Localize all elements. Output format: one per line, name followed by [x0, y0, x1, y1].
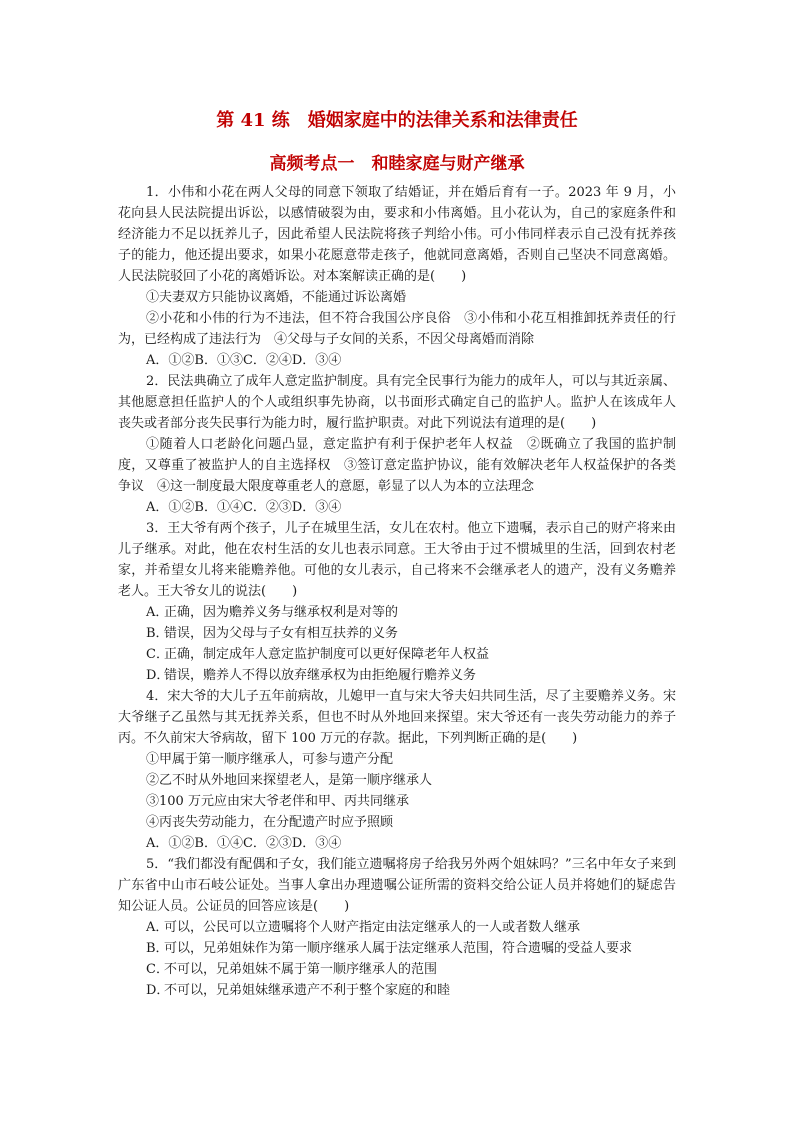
question-4-statement: ④丙丧失劳动能力，在分配遗产时应予照顾: [146, 815, 394, 830]
question-2-statement: ①随着人口老龄化问题凸显，意定监护有利于保护老年人权益 ②既确立了我国的监护制度，又尊重了被监护人的自主选择权 ③签订意定监护协议，能有效解决老年人权益保护的各类争议 ④这一制度最大限度尊重老人的意愿，彰显了以人为本的立法理念: [118, 437, 676, 494]
option-text: 错误，赡养人不得以放弃继承权为由拒绝履行赡养义务: [164, 668, 477, 683]
option-label: B．: [146, 941, 169, 956]
question-5-option: [118, 980, 676, 1001]
question-4-statement: ②乙不时从外地回来探望老人，是第一顺序继承人: [146, 773, 433, 788]
option-label: A．: [146, 605, 169, 620]
question-4-stem: 4．宋大爷的大儿子五年前病故，儿媳甲一直与宋大爷夫妇共同生活，尽了主要赡养义务。宋大爷继子乙虽然与其无抚养关系，但也不时从外地回来探望。宋大爷还有一丧失劳动能力的养子丙。不久前宋大爷病故，留下 100 万元的存款。据此，下列判断正确的是( ): [118, 689, 676, 746]
question-2-stem: 2．民法典确立了成年人意定监护制度。具有完全民事行为能力的成年人，可以与其近亲属、其他愿意担任监护人的个人或组织事先协商，以书面形式确定自己的监护人。监护人在该成年人丧失或者部分丧失民事行为能力时，履行监护职责。对此下列说法有道理的是( ): [118, 374, 676, 431]
section-heading: 高频考点一 和睦家庭与财产继承: [269, 154, 525, 174]
question-3-stem: 3．王大爷有两个孩子，儿子在城里生活，女儿在农村。他立下遗嘱，表示自己的财产将来由儿子继承。对此，他在农村生活的女儿也表示同意。王大爷由于过不惯城里的生活，回到农村老家，并希望女儿将来能赡养他。可他的女儿表示，自己将来不会继承老人的遗产，没有义务赡养老人。王大爷女儿的说法( ): [118, 521, 676, 599]
page-title: 第 41 练 婚姻家庭中的法律关系和法律责任: [216, 110, 578, 131]
question-2-choices: A．①②B．①④C．②③D．③④: [146, 500, 342, 515]
question-3-option: [118, 602, 676, 623]
option-text: 错误，因为父母与子女有相互扶养的义务: [164, 626, 399, 641]
option-label: B．: [146, 626, 169, 641]
question-5-option: [118, 959, 676, 980]
question-5-option: [118, 917, 676, 938]
question-4-statement: ①甲属于第一顺序继承人，可参与遗产分配: [146, 752, 394, 767]
option-label: A．: [146, 920, 169, 935]
question-1-choices: A．①②B．①③C．②④D．③④: [146, 353, 342, 368]
option-text: 不可以，兄弟姐妹不属于第一顺序继承人的范围: [164, 962, 438, 977]
option-label: C．: [146, 647, 169, 662]
question-3-option: [118, 644, 676, 665]
option-label: C．: [146, 962, 169, 977]
question-1-statement: ②小花和小伟的行为不违法，但不符合我国公序良俗 ③小伟和小花互相推卸抚养责任的行为，已经构成了违法行为 ④父母与子女间的关系，不因父母离婚而消除: [118, 311, 676, 347]
option-label: D．: [146, 983, 170, 998]
question-4-choices: A．①②B．①④C．②③D．③④: [146, 836, 342, 851]
question-1-statement: ①夫妻双方只能协议离婚，不能通过诉讼离婚: [146, 290, 407, 305]
option-label: D．: [146, 668, 170, 683]
option-text: 正确，制定成年人意定监护制度可以更好保障老年人权益: [164, 647, 490, 662]
option-text: 可以，兄弟姐妹作为第一顺序继承人属于法定继承人范围，符合遗嘱的受益人要求: [164, 941, 633, 956]
question-list: [118, 182, 676, 1001]
question-3-option: [118, 665, 676, 686]
option-text: 正确，因为赡养义务与继承权利是对等的: [164, 605, 399, 620]
question-5-stem: 5．“我们都没有配偶和子女，我们能立遗嘱将房子给我另外两个姐妹吗？”三名中年女子来到广东省中山市石岐公证处。当事人拿出办理遗嘱公证所需的资料交给公证人员并将她们的疑虑告知公证人员。公证员的回答应该是( ): [118, 857, 676, 914]
question-1-stem: 1．小伟和小花在两人父母的同意下领取了结婚证，并在婚后育有一子。2023 年 9 月，小花向县人民法院提出诉讼，以感情破裂为由，要求和小伟离婚。且小花认为，自己的家庭条件和经济能力不足以抚养儿子，因此希望人民法院将孩子判给小伟。可小伟同样表示自己没有抚养孩子的能力，他还提出要求，如果小花愿意带走孩子，他就同意离婚，否则自己坚决不同意离婚。人民法院驳回了小花的离婚诉讼。对本案解读正确的是( ): [118, 185, 676, 284]
option-text: 不可以，兄弟姐妹继承遗产不利于整个家庭的和睦: [164, 983, 451, 998]
question-4-statement: ③100 万元应由宋大爷老伴和甲、丙共同继承: [146, 794, 409, 809]
question-5-option: [118, 938, 676, 959]
question-3-option: [118, 623, 676, 644]
option-text: 可以，公民可以立遗嘱将个人财产指定由法定继承人的一人或者数人继承: [164, 920, 581, 935]
